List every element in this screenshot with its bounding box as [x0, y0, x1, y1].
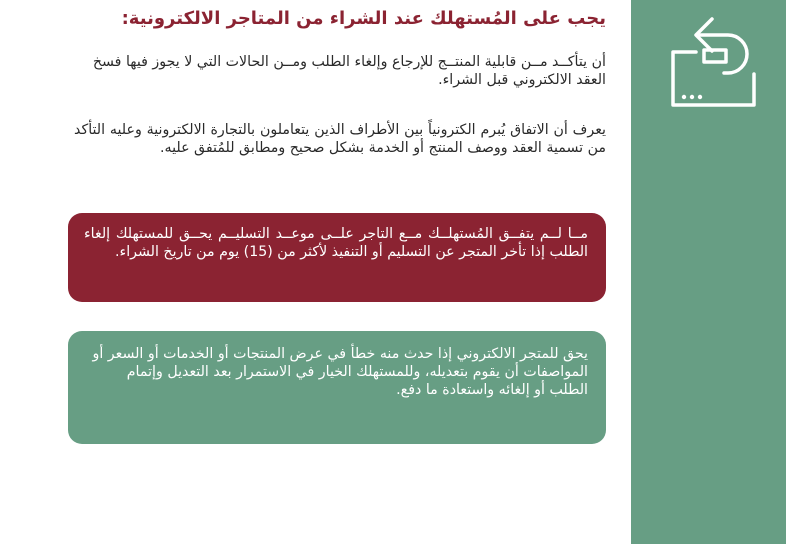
package-return-icon [668, 14, 764, 110]
store-error-notice-box [68, 331, 606, 444]
store-error-notice-text: يحق للمتجر الالكتروني إذا حدث منه خطأ في عرض المنتجات أو الخدمات أو السعر أو المواصفات أن يقوم بتعديله، وللمستهلك الخيار في الاستمرار بعد التعديل وإتمام الطلب أو إلغائه واستعادة ما دفع. [92, 346, 588, 398]
page-title: يجب على المُستهلك عند الشراء من المتاجر الالكترونية: [121, 8, 606, 29]
paragraph-return-policy: أن يتأكــد مــن قابلية المنتــج للإرجاع وإلغاء الطلب ومــن الحالات التي لا يجوز فيها فسخ العقد الالكتروني قبل الشراء. [92, 54, 606, 88]
delivery-notice-text: مــا لــم يتفــق المُستهلــك مــع التاجر علــى موعــد التسليــم يحــق للمستهلك إلغاء الطلب إذا تأخر المتجر عن التسليم أو التنفيذ لأكثر من (15) يوم من تاريخ الشراء. [84, 226, 588, 260]
delivery-notice-box [68, 213, 606, 302]
paragraph-contract-details: يعرف أن الاتفاق يُبرم الكترونياً بين الأطراف الذين يتعاملون بالتجارة الالكترونية وعليه التأكد من تسمية العقد ووصف المنتج أو الخدمة بشكل صحيح ومطابق للمُتفق عليه. [74, 122, 606, 156]
